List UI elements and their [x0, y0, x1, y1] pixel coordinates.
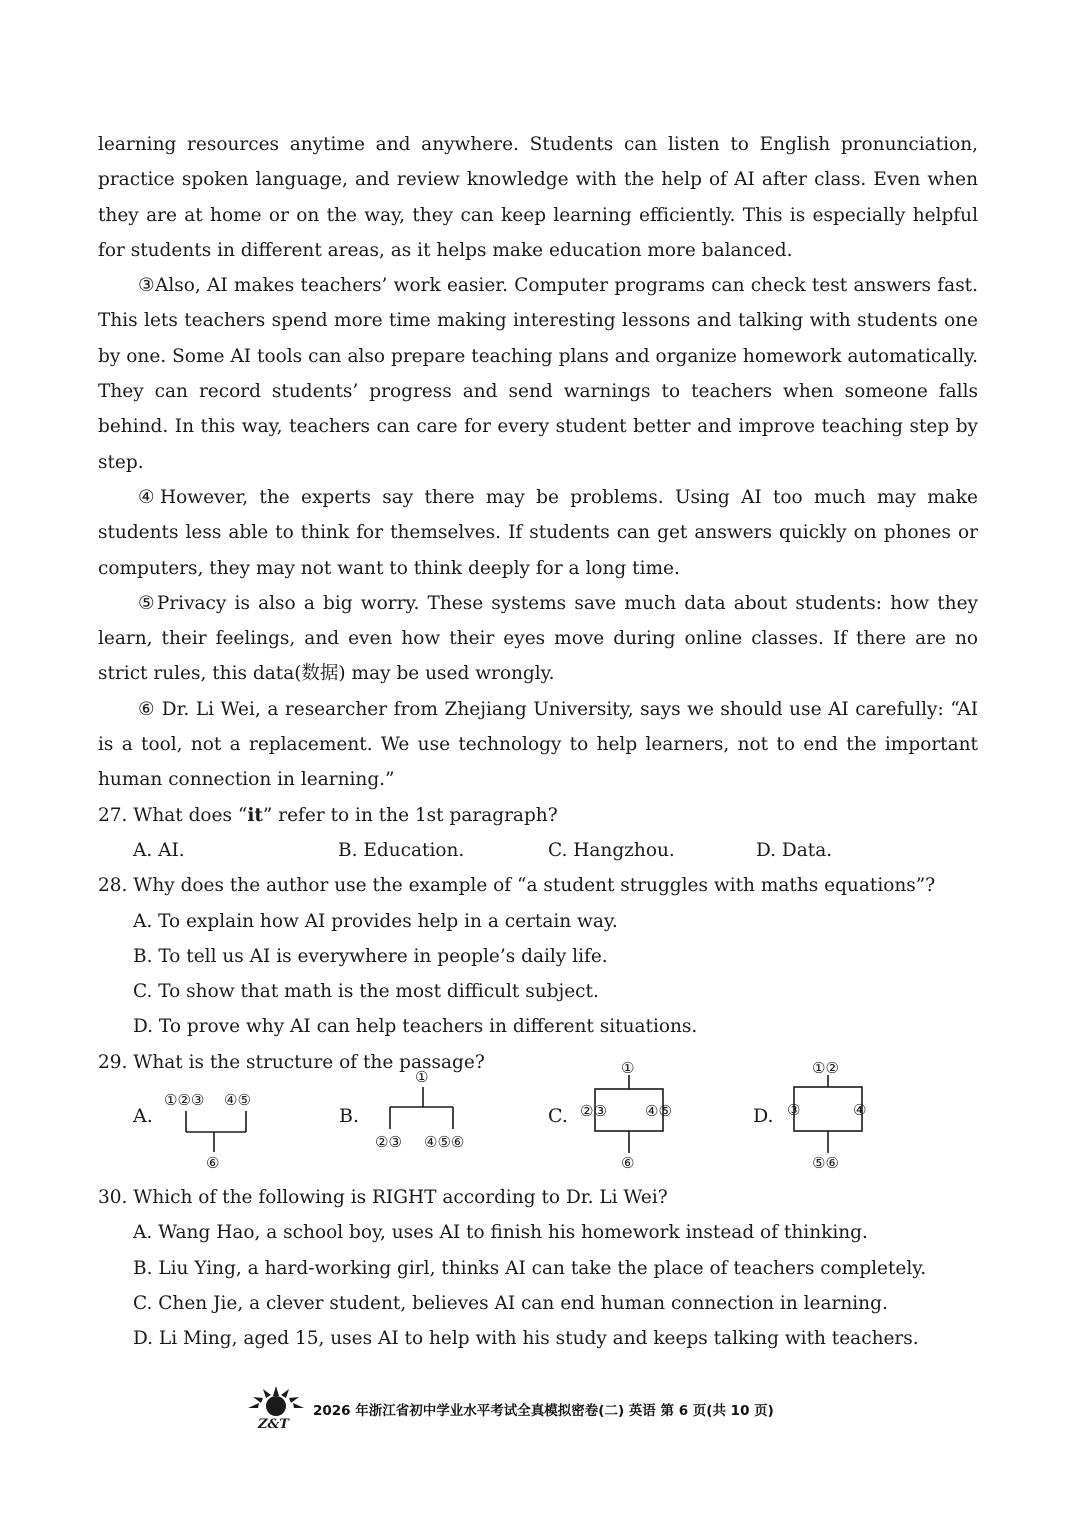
page-footer [245, 1384, 865, 1434]
paragraph-6: ⑥ Dr. Li Wei, a researcher from Zhejiang University, says we should use AI carefully: “AI is a tool, not a replacement. We use technology to help learners, not to end the important human connection in learning.” [98, 698, 978, 791]
diagram-a-top-left: ①②③ [164, 1091, 205, 1109]
passage-and-questions [98, 127, 978, 1080]
q27-stem-pre: 27. What does “ [98, 804, 248, 826]
q30-option-b: B. Liu Ying, a hard-working girl, thinks AI can take the place of teachers completely. [133, 1257, 927, 1279]
paragraph-4: ④However, the experts say there may be problems. Using AI too much may make students less able to think for themselves. If students can get answers quickly on phones or computers, they may not want to think deeply for a long time. [98, 486, 978, 579]
q28-option-a: A. To explain how AI provides help in a certain way. [133, 910, 618, 932]
question-27-stem [98, 798, 978, 833]
q28-option-d: D. To prove why AI can help teachers in different situations. [133, 1016, 698, 1038]
diagram-c-mid-left: ②③ [580, 1102, 607, 1120]
diagram-b-top: ① [415, 1068, 429, 1086]
diagram-a-bottom: ⑥ [206, 1154, 220, 1172]
q30-option-a: A. Wang Hao, a school boy, uses AI to finish his homework instead of thinking. [133, 1222, 868, 1244]
footer-page-info: 2026 年浙江省初中学业水平考试全真模拟密卷(二) 英语 第 6 页(共 10 页) [313, 1403, 774, 1419]
diagram-d-top: ①② [812, 1059, 839, 1077]
question-30-stem: 30. Which of the following is RIGHT according to Dr. Li Wei? [98, 1187, 668, 1208]
question-29-stem: 29. What is the structure of the passage? [98, 1051, 485, 1073]
diagram-c-mid-right: ④⑤ [645, 1102, 672, 1120]
paragraph-3: ③Also, AI makes teachers’ work easier. Computer programs can check test answers fast. This lets teachers spend more time making interesting lessons and talking with students one by one. Some AI tools can also prepare teaching plans and organize homework automatically. They can record students’ progress and send warnings to teachers when someone falls behind. In this way, teachers can care for every student better and improve teaching step by step. [98, 275, 978, 473]
diagram-b-bottom-right: ④⑤⑥ [424, 1133, 465, 1151]
question-29-structure-options [98, 1055, 978, 1175]
diagram-c-top: ① [621, 1059, 635, 1077]
diagram-d-mid-right: ④ [853, 1101, 867, 1119]
diagram-b-bottom-left: ②③ [375, 1133, 402, 1151]
q28-option-c: C. To show that math is the most difficult subject. [133, 981, 599, 1003]
q27-option-a: A. AI. [133, 839, 185, 861]
q27-stem-bold: it [247, 804, 263, 826]
diagram-d-mid-left: ③ [787, 1101, 801, 1119]
q27-option-b: B. Education. [338, 839, 465, 861]
q27-stem-post: ” refer to in the 1st paragraph? [262, 804, 558, 826]
q30-option-c: C. Chen Jie, a clever student, believes AI can end human connection in learning. [133, 1292, 888, 1314]
diagram-d-bottom: ⑤⑥ [812, 1154, 839, 1172]
diagram-a-top-right: ④⑤ [224, 1091, 251, 1109]
q27-option-c: C. Hangzhou. [548, 839, 675, 861]
q27-option-d: D. Data. [756, 839, 833, 861]
question-28-stem: 28. Why does the author use the example of “a student struggles with maths equations”? [98, 875, 936, 897]
diagram-d-letter: D. [753, 1105, 774, 1127]
question-30 [98, 1180, 978, 1356]
question-27-options [98, 833, 978, 868]
publisher-logo-icon [245, 1384, 307, 1432]
diagram-c-letter: C. [548, 1105, 568, 1127]
q28-option-b: B. To tell us AI is everywhere in people’s daily life. [133, 945, 608, 967]
diagram-c-bottom: ⑥ [621, 1154, 635, 1172]
diagram-a-letter: A. [133, 1105, 153, 1127]
q30-option-d: D. Li Ming, aged 15, uses AI to help with his study and keeps talking with teachers. [133, 1328, 919, 1350]
diagram-b-letter: B. [339, 1105, 360, 1127]
structure-diagrams [98, 1055, 978, 1175]
paragraph-5: ⑤Privacy is also a big worry. These systems save much data about students: how they learn, their feelings, and even how their eyes move during online classes. If there are no strict rules, this data(数据) may be used wrongly. [98, 592, 978, 685]
logo-text: Z&T [258, 1417, 289, 1432]
paragraph-continued: learning resources anytime and anywhere. Students can listen to English pronunciation, practice spoken language, and review knowledge with the help of AI after class. Even when they are at home or on the way, they can keep learning efficiently. This is especially helpful for students in different areas, as it helps make education more balanced. [98, 134, 978, 261]
